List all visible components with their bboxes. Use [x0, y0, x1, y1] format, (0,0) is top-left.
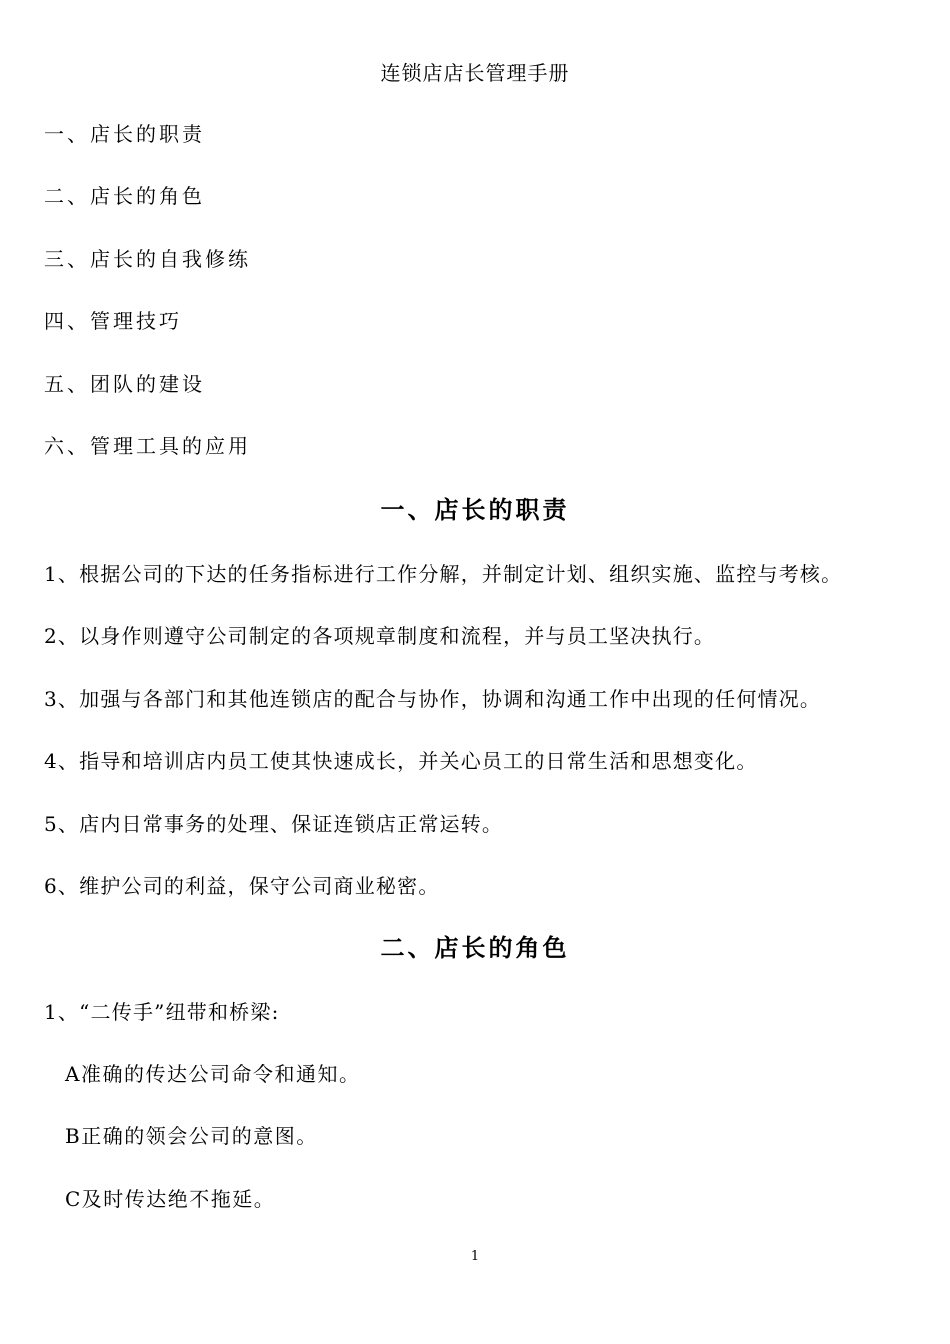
role-sub-item: C及时传达绝不拖延。	[65, 1186, 276, 1211]
duty-item: 1、根据公司的下达的任务指标进行工作分解，并制定计划、组织实施、监控与考核。	[44, 562, 843, 586]
toc-item: 二、店长的角色	[44, 184, 205, 209]
duty-item: 4、指导和培训店内员工使其快速成长，并关心员工的日常生活和思想变化。	[44, 749, 758, 774]
role-sub-list	[65, 1058, 360, 1245]
toc-item: 三、店长的自我修练	[44, 246, 251, 271]
document-title: 连锁店店长管理手册	[380, 61, 570, 85]
role-item: 1、“二传手”纽带和桥梁:	[44, 1000, 280, 1024]
toc-item: 六、管理工具的应用	[44, 433, 251, 458]
duty-item: 6、维护公司的利益，保守公司商业秘密。	[44, 873, 440, 898]
toc-item: 四、管理技巧	[44, 309, 182, 334]
section-heading-roles: 二、店长的角色	[380, 933, 570, 962]
role-sub-item: B正确的领会公司的意图。	[65, 1124, 318, 1149]
section-heading-duties: 一、店长的职责	[380, 495, 570, 524]
duties-list	[44, 558, 842, 932]
duty-item: 3、加强与各部门和其他连锁店的配合与协作，协调和沟通工作中出现的任何情况。	[44, 686, 822, 711]
duty-item: 5、店内日常事务的处理、保证连锁店正常运转。	[44, 811, 504, 836]
page-number: 1	[470, 1249, 480, 1264]
toc-item: 一、店长的职责	[44, 122, 205, 146]
role-sub-item: A准确的传达公司命令和通知。	[65, 1062, 361, 1086]
toc-item: 五、团队的建设	[44, 371, 205, 396]
table-of-contents	[44, 118, 251, 492]
duty-item: 2、以身作则遵守公司制定的各项规章制度和流程，并与员工坚决执行。	[44, 624, 716, 649]
